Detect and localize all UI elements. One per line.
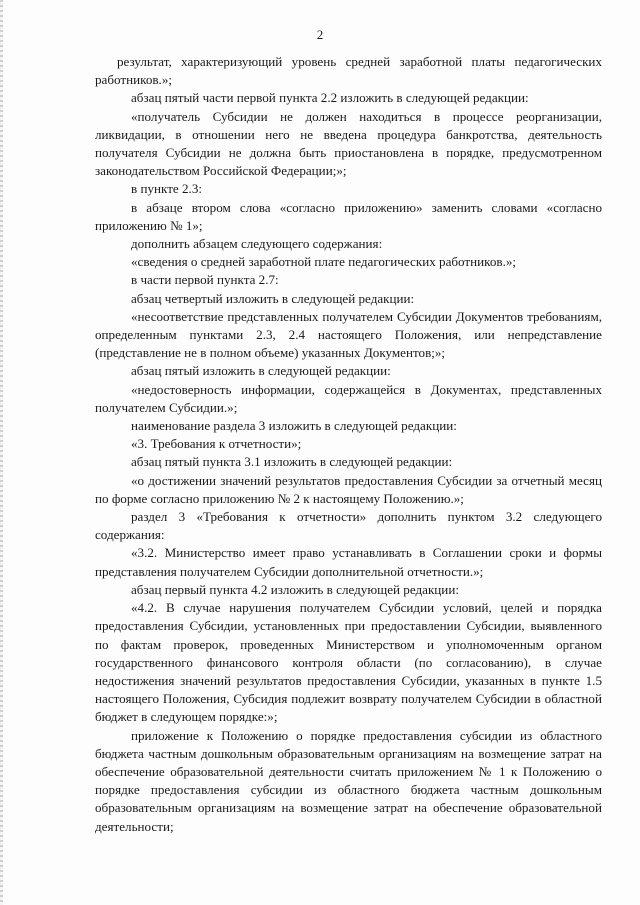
- paragraph: наименование раздела 3 изложить в следующей редакции:: [131, 418, 457, 434]
- paragraph: приложение к Положению о порядке предоставления субсидии из областного бюджета частным дошкольным образовательным организациям на возмещение затрат на обеспечение образовательной деятельности считать приложением № 1 к Положению о порядке предоставления субсидии из областного бюджета частным дошкольным образовательным организациям на возмещение затрат на обеспечение образовательной деятельности;: [95, 727, 602, 834]
- paragraph: в абзаце втором слова «согласно приложению» заменить словами «согласно приложению № 1»;: [95, 199, 602, 233]
- paragraph: абзац пятый изложить в следующей редакции:: [131, 363, 391, 379]
- paragraph: «получатель Субсидии не должен находиться в процессе реорганизации, ликвидации, в отношении него не введена процедура банкротства, деятельность получателя Субсидии не должна быть приостановлена в порядке, предусмотренном законодательством Российской Федерации;»;: [95, 108, 602, 179]
- paragraph: результат, характеризующий уровень средней заработной платы педагогических работников.»;: [95, 54, 602, 88]
- paragraph: «несоответствие представленных получателем Субсидии Документов требованиям, определенным пунктами 2.3, 2.4 настоящего Положения, или непредставление (представление не в полном объеме) указанных Документов;»;: [95, 308, 602, 361]
- paragraph: «о достижении значений результатов предоставления Субсидии за отчетный месяц по форме согласно приложению № 2 к настоящему Положению.»;: [95, 472, 602, 506]
- paragraph: «4.2. В случае нарушения получателем Субсидии условий, целей и порядка предоставления Субсидии, установленных при предоставлении Субсидии, выявленного по фактам проверок, проведенных Министерством и уполномоченным органом государственного финансового контроля области (по согласованию), в случае недостижения значений результатов предоставления Субсидии, указанных в пункте 1.5 настоящего Положения, Субсидия подлежит возврату получателем Субсидии в областной бюджет в следующем порядке:»;: [95, 600, 602, 725]
- paragraph: «сведения о средней заработной плате педагогических работников.»;: [131, 254, 517, 270]
- document-body: [95, 53, 602, 836]
- paragraph: абзац четвертый изложить в следующей редакции:: [131, 290, 415, 306]
- scan-edge: [0, 0, 3, 905]
- paragraph: абзац первый пункта 4.2 изложить в следующей редакции:: [131, 581, 459, 597]
- paragraph: в части первой пункта 2.7:: [131, 272, 279, 288]
- paragraph: абзац пятый части первой пункта 2.2 изложить в следующей редакции:: [131, 90, 529, 106]
- paragraph: дополнить абзацем следующего содержания:: [131, 236, 383, 252]
- page-number: 2: [316, 27, 324, 42]
- paragraph: раздел 3 «Требования к отчетности» дополнить пунктом 3.2 следующего содержания:: [95, 509, 602, 543]
- paragraph: «3.2. Министерство имеет право устанавливать в Соглашении сроки и формы представления получателем Субсидии дополнительной отчетности.»;: [95, 545, 602, 579]
- paragraph: в пункте 2.3:: [131, 181, 203, 197]
- paragraph: «3. Требования к отчетности»;: [131, 436, 302, 452]
- paragraph: абзац пятый пункта 3.1 изложить в следующей редакции:: [131, 454, 453, 470]
- paragraph: «недостоверность информации, содержащейся в Документах, представленных получателем Субсидии.»;: [95, 381, 602, 415]
